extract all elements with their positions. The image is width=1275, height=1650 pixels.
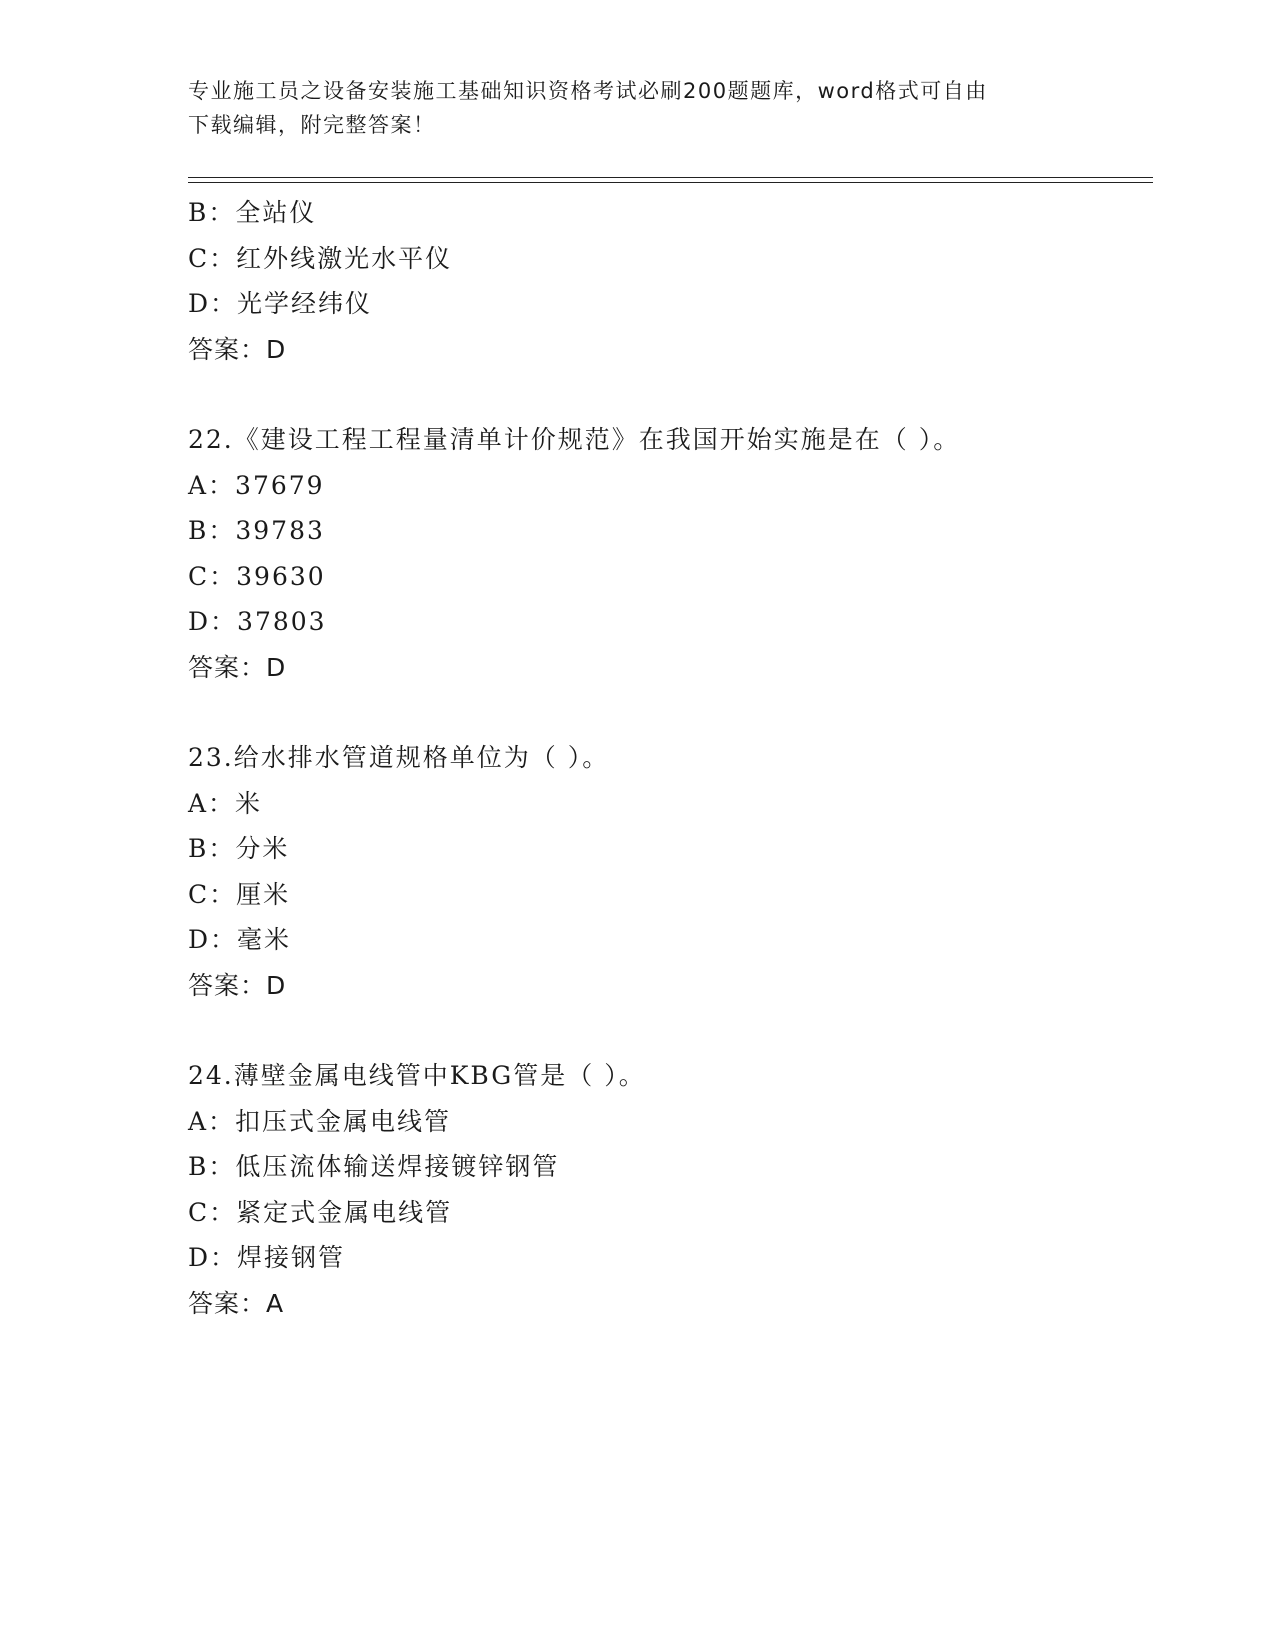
option-b: B：低压流体输送焊接镀锌钢管 — [188, 1152, 560, 1181]
spacer — [188, 1008, 1168, 1053]
option-a: A：米 — [188, 788, 263, 818]
option-b: B：分米 — [188, 834, 290, 863]
answer-line: 答案：D — [188, 970, 287, 1000]
header-line-1: 专业施工员之设备安装施工基础知识资格考试必刷200题题库，word格式可自由 — [188, 79, 988, 103]
question-block-21 — [188, 190, 1168, 372]
option-c: C：紧定式金属电线管 — [188, 1197, 453, 1227]
answer-line: 答案：D — [188, 652, 287, 682]
document-header — [188, 74, 1068, 142]
option-d: D：光学经纬仪 — [188, 289, 373, 318]
question-list — [188, 190, 1168, 1326]
question-text: 23.给水排水管道规格单位为（ ）。 — [188, 743, 610, 772]
question-text: 24.薄壁金属电线管中KBG管是（ ）。 — [188, 1061, 646, 1090]
option-d: D：毫米 — [188, 925, 292, 954]
spacer — [188, 690, 1168, 735]
answer-line: 答案：D — [188, 334, 287, 364]
option-a: A：扣压式金属电线管 — [188, 1106, 452, 1136]
question-block-24 — [188, 1053, 1168, 1326]
option-b: B：全站仪 — [188, 198, 317, 227]
spacer — [188, 372, 1168, 417]
option-d: D：37803 — [188, 607, 327, 636]
question-block-23 — [188, 735, 1168, 1008]
option-a: A：37679 — [188, 470, 325, 500]
header-divider — [188, 177, 1153, 183]
question-block-22 — [188, 417, 1168, 690]
option-b: B：39783 — [188, 516, 325, 545]
option-c: C：39630 — [188, 561, 326, 591]
option-c: C：红外线激光水平仪 — [188, 243, 453, 273]
question-text: 22.《建设工程工程量清单计价规范》在我国开始实施是在（ ）。 — [188, 425, 961, 454]
option-c: C：厘米 — [188, 879, 291, 909]
option-d: D：焊接钢管 — [188, 1243, 346, 1272]
header-line-2: 下载编辑，附完整答案！ — [188, 113, 436, 137]
answer-line: 答案：A — [188, 1288, 285, 1318]
